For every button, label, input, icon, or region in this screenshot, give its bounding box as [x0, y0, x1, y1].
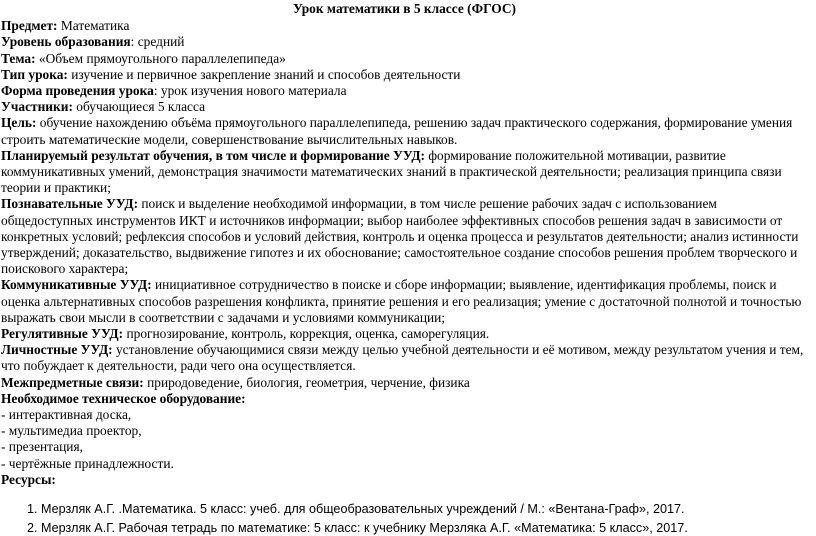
- field-education-level: [1, 34, 808, 50]
- field-interdisciplinary: [1, 375, 808, 391]
- field-label: Познавательные УУД:: [1, 196, 139, 212]
- field-value: обучение нахождению объёма прямоугольного параллелепипеда, решению задач практического содержания, формирование умения строить математические модели, совершенствование вычислительных навыков.: [1, 115, 793, 147]
- field-label: Регулятивные УУД:: [1, 326, 124, 342]
- field-value: Математика: [57, 18, 130, 34]
- field-personal-uud: [1, 342, 808, 374]
- field-topic: [1, 51, 808, 67]
- field-cognitive-uud: [1, 196, 808, 277]
- field-lesson-type: [1, 67, 808, 83]
- field-value: обучающиеся 5 класса: [72, 99, 206, 115]
- field-label: Форма проведения урока: [1, 83, 154, 99]
- field-value: прогнозирование, контроль, коррекция, оценка, саморегуляция.: [123, 326, 490, 342]
- field-label: Необходимое техническое оборудование:: [1, 390, 246, 406]
- document-title: Урок математики в 5 классе (ФГОС): [292, 1, 517, 16]
- field-label: Уровень образования: [1, 34, 131, 50]
- field-equipment: [1, 391, 808, 407]
- field-label: Личностные УУД:: [1, 342, 113, 358]
- field-value: установление обучающимися связи между целью учебной деятельности и её мотивом, между результатом учения и тем, что побуждает к деятельности, ради чего она осуществляется.: [1, 342, 804, 374]
- resources-list: [1, 501, 808, 536]
- field-label: Коммуникативные УУД:: [1, 277, 152, 293]
- field-label: Межпредметные связи:: [1, 374, 144, 390]
- field-value: : средний: [130, 34, 185, 50]
- resources-heading: Ресурсы:: [1, 471, 56, 487]
- field-participants: [1, 99, 808, 115]
- field-value: природоведение, биология, геометрия, черчение, физика: [143, 374, 470, 390]
- field-communicative-uud: [1, 277, 808, 326]
- field-value: поиск и выделение необходимой информации, в том числе решение рабочих задач с использованием общедоступных инструментов ИКТ и источников информации; выбор наиболее эффективных способов решения задач в зависимости от конкретных условий; рефлексия способов и условий действия, контроль и оценка процесса и результатов деятельности; анализ истинности утверждений; доказательство, выдвижение гипотез и их обоснование; самостоятельное создание способов решения проблем творческого и поискового характера;: [1, 196, 799, 277]
- field-goal: [1, 115, 808, 147]
- resource-item: 2. Мерзляк А.Г. Рабочая тетрадь по математике: 5 класс: к учебнику Мерзляка А.Г. «Математика: 5 класс», 2017.: [41, 520, 808, 536]
- field-regulatory-uud: [1, 326, 808, 342]
- field-value: «Объем прямоугольного параллелепипеда»: [35, 50, 286, 66]
- field-value: изучение и первичное закрепление знаний и способов деятельности: [67, 66, 461, 82]
- equipment-item: - интерактивная доска,: [1, 407, 132, 423]
- field-value: формирование положительной мотивации, развитие коммуникативных умений, демонстрация значимости математических знаний в практической деятельности; реализация принципа связи теории и практики;: [1, 147, 782, 196]
- field-label: Участники:: [1, 99, 73, 115]
- field-value: инициативное сотрудничество в поиске и сборе информации; выявление, идентификация проблемы, поиск и оценка альтернативных способов разрешения конфликта, принятие решения и его реализация; умение с достаточной полнотой и точностью выражать свои мысли в соответствии с задачами и условиями коммуникации;: [1, 277, 802, 325]
- equipment-item: - мультимедиа проектор,: [1, 423, 142, 439]
- field-label: Цель:: [1, 115, 37, 131]
- field-label: Предмет:: [1, 18, 58, 34]
- resource-item: 1. Мерзляк А.Г. .Математика. 5 класс: учеб. для общеобразовательных учреждений / М.: «Вентана-Граф», 2017.: [41, 501, 808, 517]
- field-label: Тема:: [1, 50, 36, 66]
- equipment-item: - презентация,: [1, 439, 83, 455]
- equipment-item: - чертёжные принадлежности.: [1, 455, 174, 471]
- field-planned-result: [1, 148, 808, 197]
- field-value: : урок изучения нового материала: [153, 83, 347, 99]
- field-lesson-form: [1, 83, 808, 99]
- field-label: Планируемый результат обучения, в том числе и формирование УУД:: [1, 147, 426, 163]
- field-label: Тип урока:: [1, 66, 68, 82]
- field-subject: [1, 18, 808, 34]
